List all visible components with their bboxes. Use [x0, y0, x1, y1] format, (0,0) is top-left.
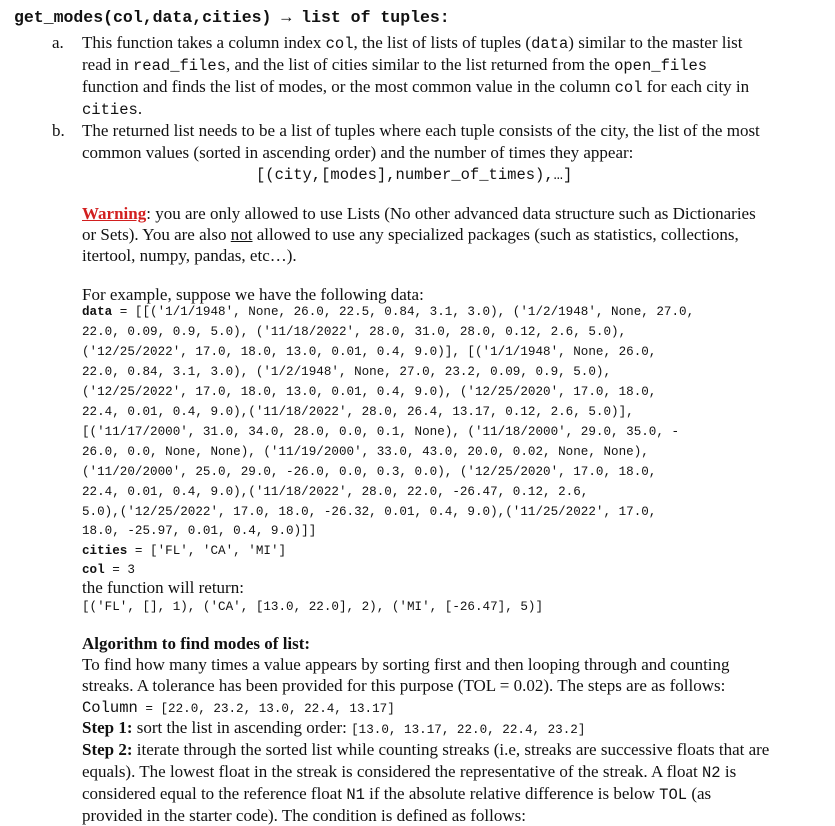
data-line-0 — [82, 302, 694, 322]
data-line-6: [('11/17/2000', 31.0, 34.0, 28.0, 0.0, 0.1, None), ('11/18/2000', 29.0, 35.0, - — [82, 425, 680, 439]
step2-line3 — [82, 784, 711, 805]
code-data: data — [531, 35, 569, 53]
code-n1: N1 — [346, 786, 365, 804]
code-open-files: open_files — [614, 57, 708, 75]
function-name: get_modes(col,data,cities) — [14, 8, 272, 27]
item-b-line1: The returned list needs to be a list of tuples where each tuple consists of the city, the list of the most — [82, 121, 760, 140]
return-format: [(city,[modes],number_of_times),…] — [256, 166, 573, 184]
data-line-3: 22.0, 0.84, 3.1, 3.0), ('1/2/1948', None, 27.0, 23.2, 0.09, 0.9, 5.0), — [82, 365, 612, 379]
text: This function takes a column index — [82, 33, 326, 52]
step2-line4: provided in the starter code). The condition is defined as follows: — [82, 806, 526, 825]
item-a-line3 — [82, 77, 749, 98]
data-line-10: 5.0),('12/25/2022', 17.0, 18.0, -26.32, 0.01, 0.4, 9.0),('11/25/2022', 17.0, — [82, 505, 657, 519]
text: sort the list in ascending order: — [132, 718, 352, 737]
step1-line — [82, 718, 585, 740]
code-read-files: read_files — [132, 57, 226, 75]
item-a-line4 — [82, 99, 142, 120]
warning-line1 — [82, 204, 756, 224]
data-line-11: 18.0, -25.97, 0.01, 0.4, 9.0)]] — [82, 524, 317, 538]
code-tol: TOL — [659, 786, 688, 804]
item-a-marker: a. — [52, 33, 64, 52]
result-line: [('FL', [], 1), ('CA', [13.0, 22.0], 2), ('MI', [-26.47], 5)] — [82, 600, 544, 614]
data-line-8: ('11/20/2000', 25.0, 29.0, -26.0, 0.0, 0.3, 0.0), ('12/25/2020', 17.0, 18.0, — [82, 465, 657, 479]
code-text: = [22.0, 23.2, 13.0, 22.4, 13.17] — [137, 702, 395, 716]
returns-text: the function will return: — [82, 578, 244, 597]
col-label: col — [82, 563, 105, 577]
emphasis-not: not — [230, 225, 253, 244]
text: (as — [687, 784, 712, 803]
column-line — [82, 697, 395, 719]
text: or Sets). You are also — [82, 225, 231, 244]
text: function and finds the list of modes, or the most common value in the column — [82, 77, 615, 96]
cities-line — [82, 541, 286, 561]
step2-line1 — [82, 740, 769, 760]
col-line — [82, 560, 135, 580]
cities-label: cities — [82, 544, 128, 558]
item-b-line2: common values (sorted in ascending order) and the number of times they appear: — [82, 143, 634, 162]
text: if the absolute relative difference is below — [364, 784, 660, 803]
data-label: data — [82, 305, 113, 319]
code-cities: cities — [82, 101, 138, 119]
text: , and the list of cities similar to the list returned from the — [226, 55, 615, 74]
code-text: = [[('1/1/1948', None, 26.0, 22.5, 0.84, 3.1, 3.0), ('1/2/1948', None, 27.0, — [112, 305, 695, 319]
warning-label: Warning — [82, 204, 147, 223]
data-line-9: 22.4, 0.01, 0.4, 9.0),('11/18/2022', 28.0, 22.0, -26.47, 0.12, 2.6, — [82, 485, 589, 499]
item-a-line2 — [82, 55, 707, 76]
step1-label: Step 1: — [82, 718, 133, 737]
text: equals). The lowest float in the streak is considered the representative of the streak. A float — [82, 762, 702, 781]
warning-line2 — [82, 225, 739, 245]
text: ) similar to the master list — [568, 33, 743, 52]
algorithm-p2: streaks. A tolerance has been provided for this purpose (TOL = 0.02). The steps are as follows: — [82, 676, 726, 695]
text: : you are only allowed to use Lists (No other advanced data structure such as Dictionaries — [146, 204, 756, 223]
text: iterate through the sorted list while counting streaks (i.e, streaks are successive floats that are — [132, 740, 770, 759]
code-text: = 3 — [104, 563, 135, 577]
step2-label: Step 2: — [82, 740, 133, 759]
data-line-5: 22.4, 0.01, 0.4, 9.0),('11/18/2022', 28.0, 26.4, 13.17, 0.12, 2.6, 5.0)], — [82, 405, 634, 419]
data-line-2: ('12/25/2022', 17.0, 18.0, 13.0, 0.01, 0.4, 9.0)], [('1/1/1948', None, 26.0, — [82, 345, 657, 359]
code-col: col — [614, 79, 643, 97]
column-label: Column — [82, 699, 138, 717]
step2-line2 — [82, 762, 736, 783]
code-col: col — [325, 35, 354, 53]
data-line-4: ('12/25/2022', 17.0, 18.0, 13.0, 0.01, 0.4, 9.0), ('12/25/2020', 17.0, 18.0, — [82, 385, 657, 399]
text: . — [137, 99, 143, 118]
text: allowed to use any specialized packages (such as statistics, collections, — [252, 225, 739, 244]
text: for each city in — [642, 77, 750, 96]
function-signature — [14, 8, 450, 28]
item-a-line1 — [82, 33, 743, 54]
example-intro: For example, suppose we have the following data: — [82, 285, 424, 304]
algorithm-p1: To find how many times a value appears by sorting first and then looping through and counting — [82, 655, 730, 674]
data-line-1: 22.0, 0.09, 0.9, 5.0), ('11/18/2022', 28.0, 31.0, 28.0, 0.12, 2.6, 5.0), — [82, 325, 627, 339]
algorithm-heading: Algorithm to find modes of list: — [82, 634, 311, 653]
warning-line3: itertool, numpy, pandas, etc…). — [82, 246, 297, 265]
return-type: list of tuples: — [301, 8, 450, 27]
code-n2: N2 — [702, 764, 721, 782]
text: considered equal to the reference float — [82, 784, 347, 803]
text: read in — [82, 55, 133, 74]
arrow-icon: → — [281, 8, 292, 27]
text: , the list of lists of tuples ( — [353, 33, 532, 52]
code-text: [13.0, 13.17, 22.0, 22.4, 23.2] — [351, 723, 586, 737]
item-b-marker: b. — [52, 121, 65, 140]
code-text: = ['FL', 'CA', 'MI'] — [127, 544, 287, 558]
text: is — [720, 762, 737, 781]
data-line-7: 26.0, 0.0, None, None), ('11/19/2000', 33.0, 43.0, 20.0, 0.02, None, None), — [82, 445, 649, 459]
